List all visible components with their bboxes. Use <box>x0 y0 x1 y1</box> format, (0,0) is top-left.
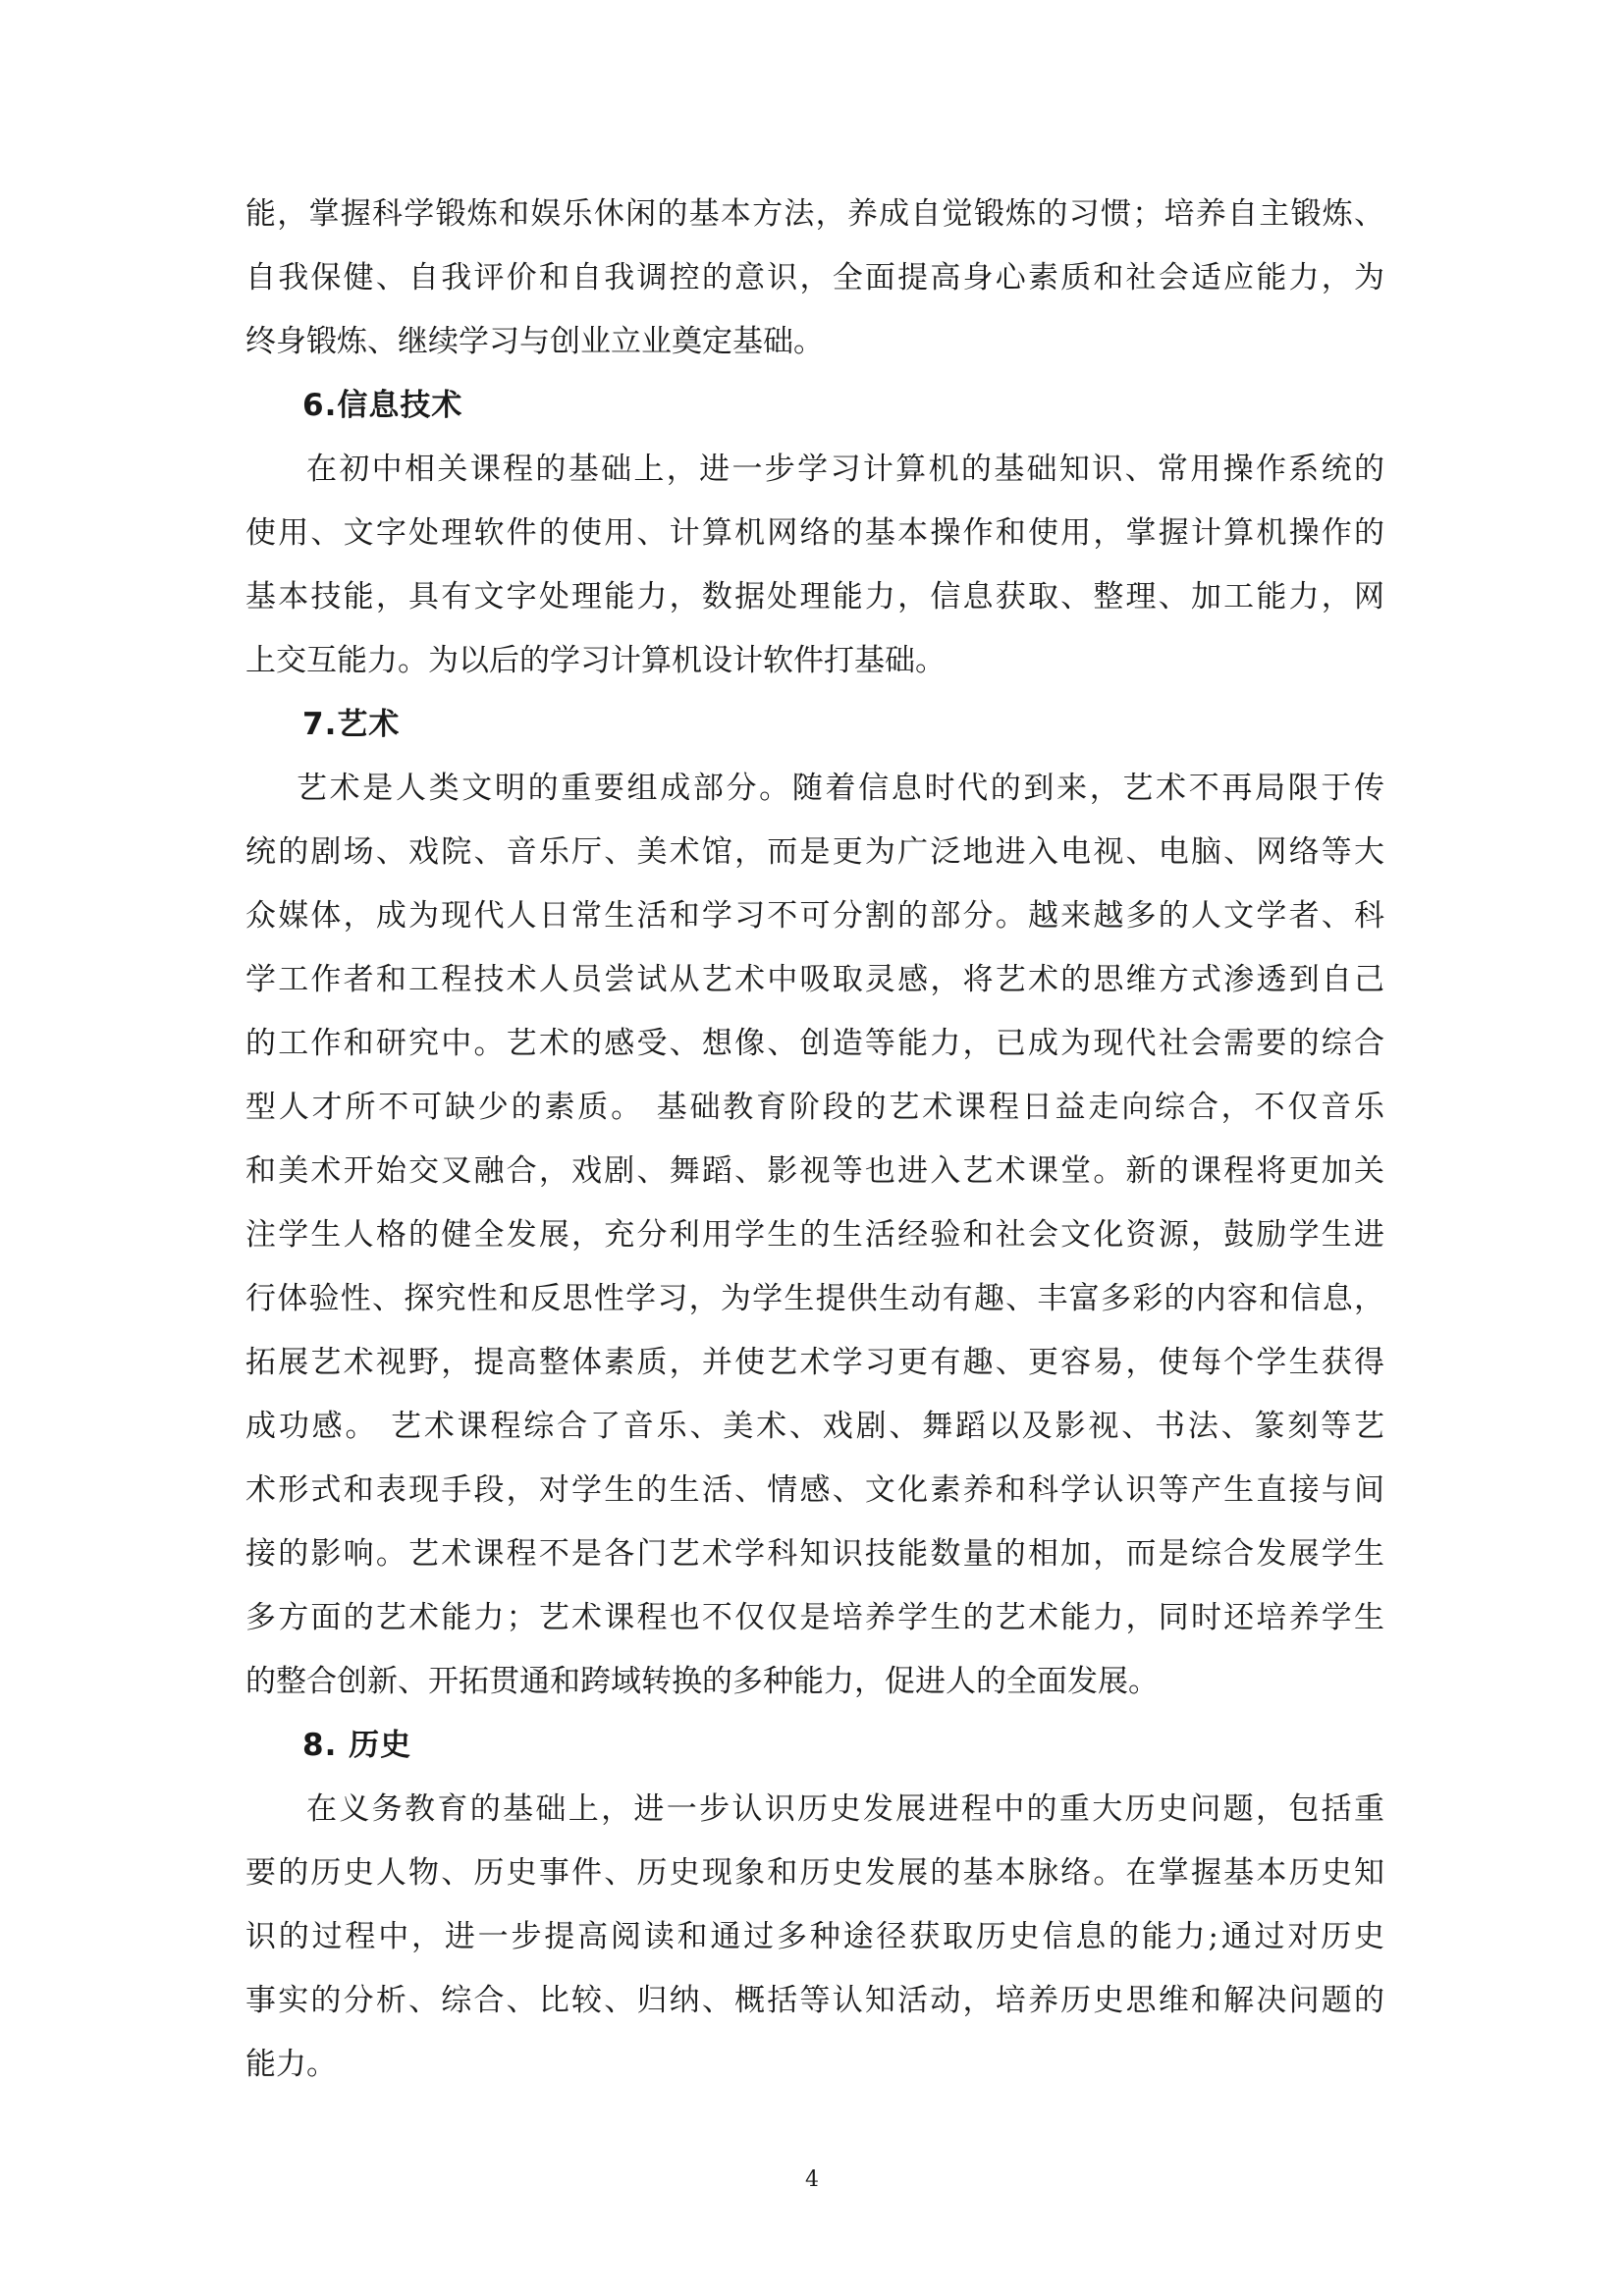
section-heading-art: 7.艺术 <box>302 707 401 742</box>
body-line: 自我保健、自我评价和自我调控的意识，全面提高身心素质和社会适应能力，为 <box>245 260 1384 295</box>
body-line: 术形式和表现手段，对学生的生活、情感、文化素养和科学认识等产生直接与间 <box>245 1472 1384 1508</box>
body-line: 统的剧场、戏院、音乐厅、美术馆，而是更为广泛地进入电视、电脑、网络等大 <box>245 834 1384 870</box>
body-line: 成功感。 艺术课程综合了音乐、美术、戏剧、舞蹈以及影视、书法、篆刻等艺 <box>245 1409 1384 1444</box>
body-line: 多方面的艺术能力；艺术课程也不仅仅是培养学生的艺术能力，同时还培养学生 <box>245 1600 1384 1635</box>
body-line: 接的影响。艺术课程不是各门艺术学科知识技能数量的相加，而是综合发展学生 <box>245 1536 1384 1572</box>
body-line: 使用、文字处理软件的使用、计算机网络的基本操作和使用，掌握计算机操作的 <box>245 515 1384 551</box>
page-body <box>245 183 1384 2097</box>
body-line: 能，掌握科学锻炼和娱乐休闲的基本方法，养成自觉锻炼的习惯；培养自主锻炼、 <box>245 196 1384 232</box>
body-line: 注学生人格的健全发展，充分利用学生的生活经验和社会文化资源，鼓励学生进 <box>245 1217 1384 1253</box>
body-line: 的整合创新、开拓贯通和跨域转换的多种能力，促进人的全面发展。 <box>245 1664 1159 1699</box>
body-line: 在义务教育的基础上，进一步认识历史发展进程中的重大历史问题，包括重 <box>306 1791 1384 1827</box>
section-heading-it: 6.信息技术 <box>302 388 463 423</box>
body-line: 的工作和研究中。艺术的感受、想像、创造等能力，已成为现代社会需要的综合 <box>245 1026 1384 1061</box>
body-line: 和美术开始交叉融合，戏剧、舞蹈、影视等也进入艺术课堂。新的课程将更加关 <box>245 1153 1384 1189</box>
body-line: 行体验性、探究性和反思性学习，为学生提供生动有趣、丰富多彩的内容和信息， <box>245 1281 1384 1316</box>
body-line: 识的过程中，进一步提高阅读和通过多种途径获取历史信息的能力;通过对历史 <box>245 1919 1384 1954</box>
body-line: 在初中相关课程的基础上，进一步学习计算机的基础知识、常用操作系统的 <box>306 452 1384 487</box>
body-line: 能力。 <box>245 2047 337 2082</box>
body-line: 学工作者和工程技术人员尝试从艺术中吸取灵感，将艺术的思维方式渗透到自己 <box>245 962 1384 997</box>
body-line: 要的历史人物、历史事件、历史现象和历史发展的基本脉络。在掌握基本历史知 <box>245 1855 1384 1891</box>
body-line: 基本技能，具有文字处理能力，数据处理能力，信息获取、整理、加工能力，网 <box>245 579 1384 614</box>
body-line: 事实的分析、综合、比较、归纳、概括等认知活动，培养历史思维和解决问题的 <box>245 1983 1384 2018</box>
page-number: 4 <box>805 2167 819 2192</box>
body-line: 拓展艺术视野，提高整体素质，并使艺术学习更有趣、更容易，使每个学生获得 <box>245 1345 1384 1380</box>
body-line: 终身锻炼、继续学习与创业立业奠定基础。 <box>245 324 824 359</box>
section-heading-history: 8. 历史 <box>302 1728 412 1763</box>
body-line: 众媒体，成为现代人日常生活和学习不可分割的部分。越来越多的人文学者、科 <box>245 898 1384 934</box>
body-line: 型人才所不可缺少的素质。 基础教育阶段的艺术课程日益走向综合，不仅音乐 <box>245 1090 1384 1125</box>
body-line: 艺术是人类文明的重要组成部分。随着信息时代的到来，艺术不再局限于传 <box>297 771 1384 806</box>
body-line: 上交互能力。为以后的学习计算机设计软件打基础。 <box>245 643 946 678</box>
